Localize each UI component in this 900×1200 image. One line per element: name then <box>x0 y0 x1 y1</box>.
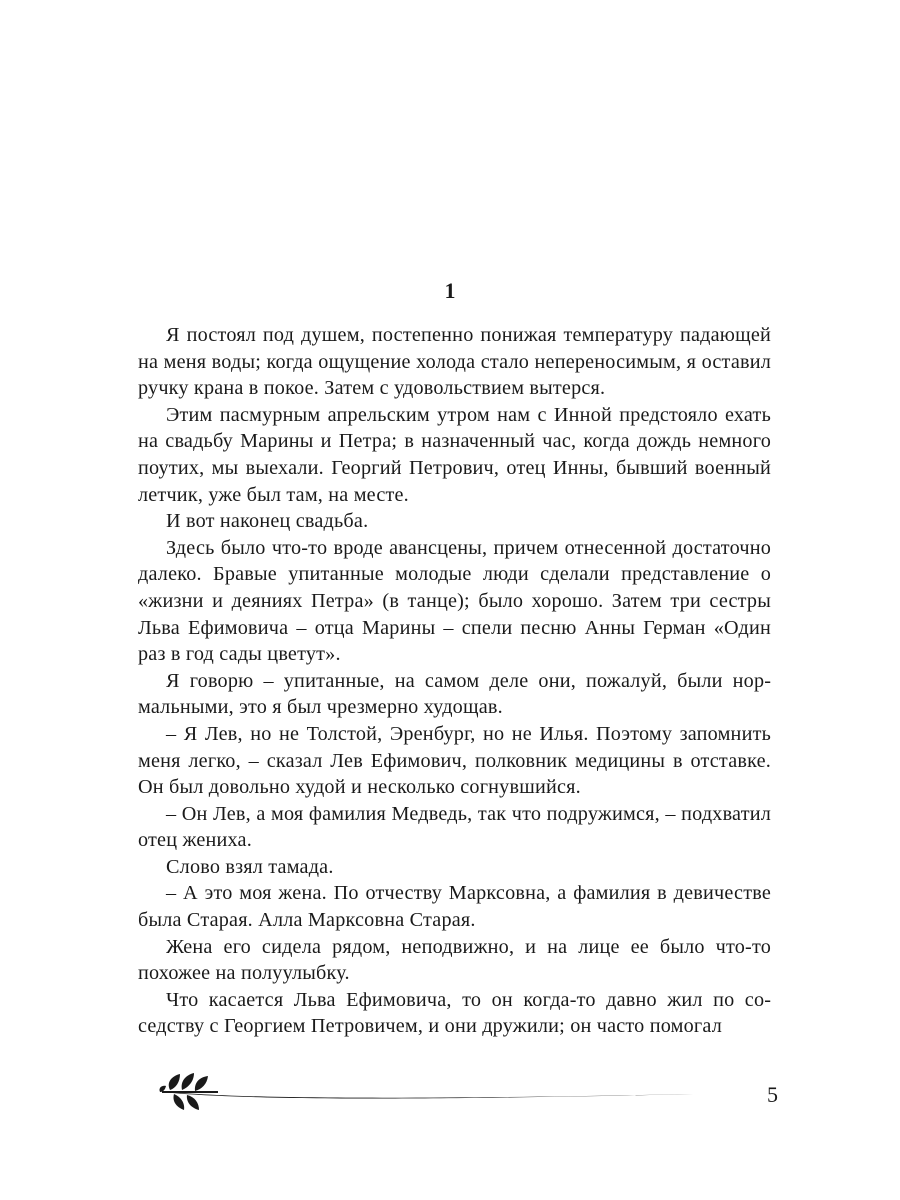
paragraph: Здесь было что-то вроде авансцены, причем отнесенной достаточно далеко. Бравые упитанные молодые люди сделали представление о «жизни и деяниях Петра» (в танце); было хорошо. Затем три сестры Льва Ефимовича – отца Марины – спели песню Анны Герман «Один раз в год сады цветут». <box>138 536 771 666</box>
paragraph: – Я Лев, но не Толстой, Эренбург, но не Илья. Поэтому запомнить меня легко, – сказал Лев Ефимович, полковник медицины в отставке. Он был довольно худой и несколько согнувшийся. <box>138 722 771 799</box>
body-text <box>138 322 771 1040</box>
paragraph: Этим пасмурным апрельским утром нам с Инной предстояло ехать на свадьбу Марины и Петра; в назначенный час, когда дождь немного поутих, мы выехали. Георгий Петрович, отец Инны, бывший военный летчик, уже был там, на месте. <box>138 403 771 506</box>
paragraph: Я говорю – упитанные, на самом деле они, пожалуй, были нормальными, это я был чрезмерно худощав. <box>138 669 771 719</box>
paragraph: Слово взял тамада. <box>166 855 334 878</box>
page-footer <box>158 1068 778 1118</box>
paragraph: – А это моя жена. По отчеству Марксовна, а фамилия в девичестве была Старая. Алла Марксовна Старая. <box>138 882 771 932</box>
leaf-branch-icon <box>158 1068 698 1118</box>
paragraph: Жена его сидела рядом, неподвижно, и на лице ее было что-то похожее на полуулыбку. <box>138 935 771 985</box>
paragraph: Что касается Льва Ефимовича, то он когда-то давно жил по соседству с Георгием Петровичем, и они дружили; он часто помогал <box>138 988 771 1038</box>
paragraph: И вот наконец свадьба. <box>166 510 369 533</box>
page-number: 5 <box>767 1082 778 1107</box>
paragraph: Я постоял под душем, постепенно понижая температуру падающей на меня воды; когда ощущение холода стало непереносимым, я оставил ручку крана в покое. Затем с удовольствием вытерся. <box>138 324 771 400</box>
chapter-number: 1 <box>444 278 456 303</box>
paragraph: – Он Лев, а моя фамилия Медведь, так что подружимся, – подхватил отец жениха. <box>138 802 771 852</box>
